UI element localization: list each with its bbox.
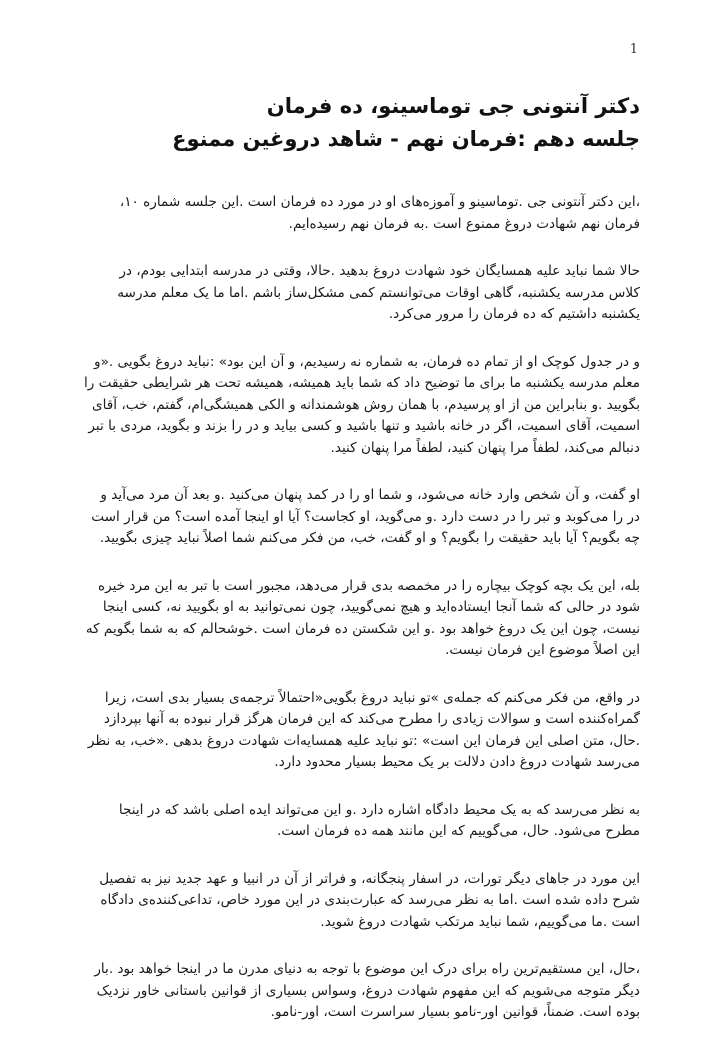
paragraph: در واقع، من فکر می‌کنم که جمله‌ی »تو نباید دروغ بگویی«احتمالاً ترجمه‌ی بسیار بدی است، زیرا گمراه‌کننده است و سوالات زیادی را مطرح می‌کند که این فرمان هرگز قرار نبوده به آنها بپردازد .حال، متن اصلی این فرمان این است» :تو نباید علیه همسایه‌ات شهادت دروغ بدهی .«خب، به نظر می‌رسد شهادت دروغ دادن دلالت بر یک محیط بسیار محدود دارد. <box>87 689 640 770</box>
title-line-2: جلسه دهم :فرمان نهم - شاهد دروغین ممنوع <box>172 127 640 151</box>
paragraph: حالا شما نباید علیه همسایگان خود شهادت دروغ بدهید .حالا، وقتی در مدرسه ابتدایی بودم، در کلاس مدرسه یکشنبه، گاهی اوقات می‌توانستم کمی مشکل‌ساز باشم .اما ما یک معلم مدرسه یکشنبه داشتیم که ده فرمان را مرور می‌کرد. <box>117 263 640 322</box>
document-title <box>84 90 640 156</box>
paragraph-list <box>84 192 640 1024</box>
paragraph: ،این دکتر آنتونی جی .توماسینو و آموزه‌های او در مورد ده فرمان است .این جلسه شماره ۱۰، فرمان نهم شهادت دروغ ممنوع است .به فرمان نهم رسیده‌ایم. <box>119 194 640 232</box>
paragraph: و در جدول کوچک او از تمام ده فرمان، به شماره نه رسیدیم، و آن این بود» :نباید دروغ بگویی .«و معلم مدرسه یکشنبه ما برای ما توضیح داد که شما باید همیشه، همیشه تحت هر شرایطی حقیقت را بگویید .و بنابراین من از او پرسیدم، با همان روش هوشمندانه و الکی همیشگی‌ام، گفتم، خب، آقای اسمیت، آقای اسمیت، اگر در خانه باشید و تنها باشید و کسی بیاید و در را بزند و بگوید، مردی با تبر دنبالم می‌کند، لطفاً مرا پنهان کنید، لطفاً مرا پنهان کنید. <box>84 353 640 456</box>
title-line-1: دکتر آنتونی جی توماسینو، ده فرمان <box>266 94 640 118</box>
paragraph: به نظر می‌رسد که به یک محیط دادگاه اشاره دارد .و این می‌تواند ایده اصلی باشد که در اینجا مطرح می‌شود. حال، می‌گوییم که این مانند همه ده فرمان است. <box>118 801 640 839</box>
paragraph: بله، این یک بچه کوچک بیچاره را در مخمصه بدی قرار می‌دهد، مجبور است با تبر به این مرد خیره شود در حالی که شما آنجا ایستاده‌اید و هیچ نمی‌گویید، چون نمی‌توانید به او بگویید نه، کسی اینجا نیست، چون این یک دروغ خواهد بود .و این شکستن ده فرمان است .خوشحالم که به شما بگویم که این اصلاً موضوع این فرمان نیست. <box>85 577 640 658</box>
paragraph: این مورد در جاهای دیگر تورات، در اسفار پنجگانه، و فراتر از آن در انبیا و عهد جدید نیز به تفصیل شرح داده شده است .اما به نظر می‌رسد که عبارت‌بندی در این مورد خاص، تداعی‌کننده‌ی دادگاه است .ما می‌گوییم، شما نباید مرتکب شهادت دروغ شوید. <box>99 870 640 930</box>
paragraph: او گفت، و آن شخص وارد خانه می‌شود، و شما او را در کمد پنهان می‌کنید .و بعد آن مرد می‌آید و در را می‌کوبد و تبر را در دست دارد .و می‌گوید، او کجاست؟ آیا او اینجا آمده است؟ من قرار است چه بگویم؟ آیا باید حقیقت را بگویم؟ و او گفت، خب، من فکر می‌کنم شما اصلاً نباید چیزی بگویید. <box>91 487 640 546</box>
page-number: 1 <box>629 42 638 57</box>
paragraph: ،حال، این مستقیم‌ترین راه برای درک این موضوع با توجه به دنیای مدرن ما در اینجا خواهد بود .بار دیگر متوجه می‌شویم که این مفهوم شهادت دروغ، وسواس بسیاری از قوانین باستانی خاور نزدیک بوده است. ضمناً، قوانین اور-نامو بسیار سراسرت است، اور-نامو. <box>94 961 640 1020</box>
document-body <box>84 90 640 1050</box>
